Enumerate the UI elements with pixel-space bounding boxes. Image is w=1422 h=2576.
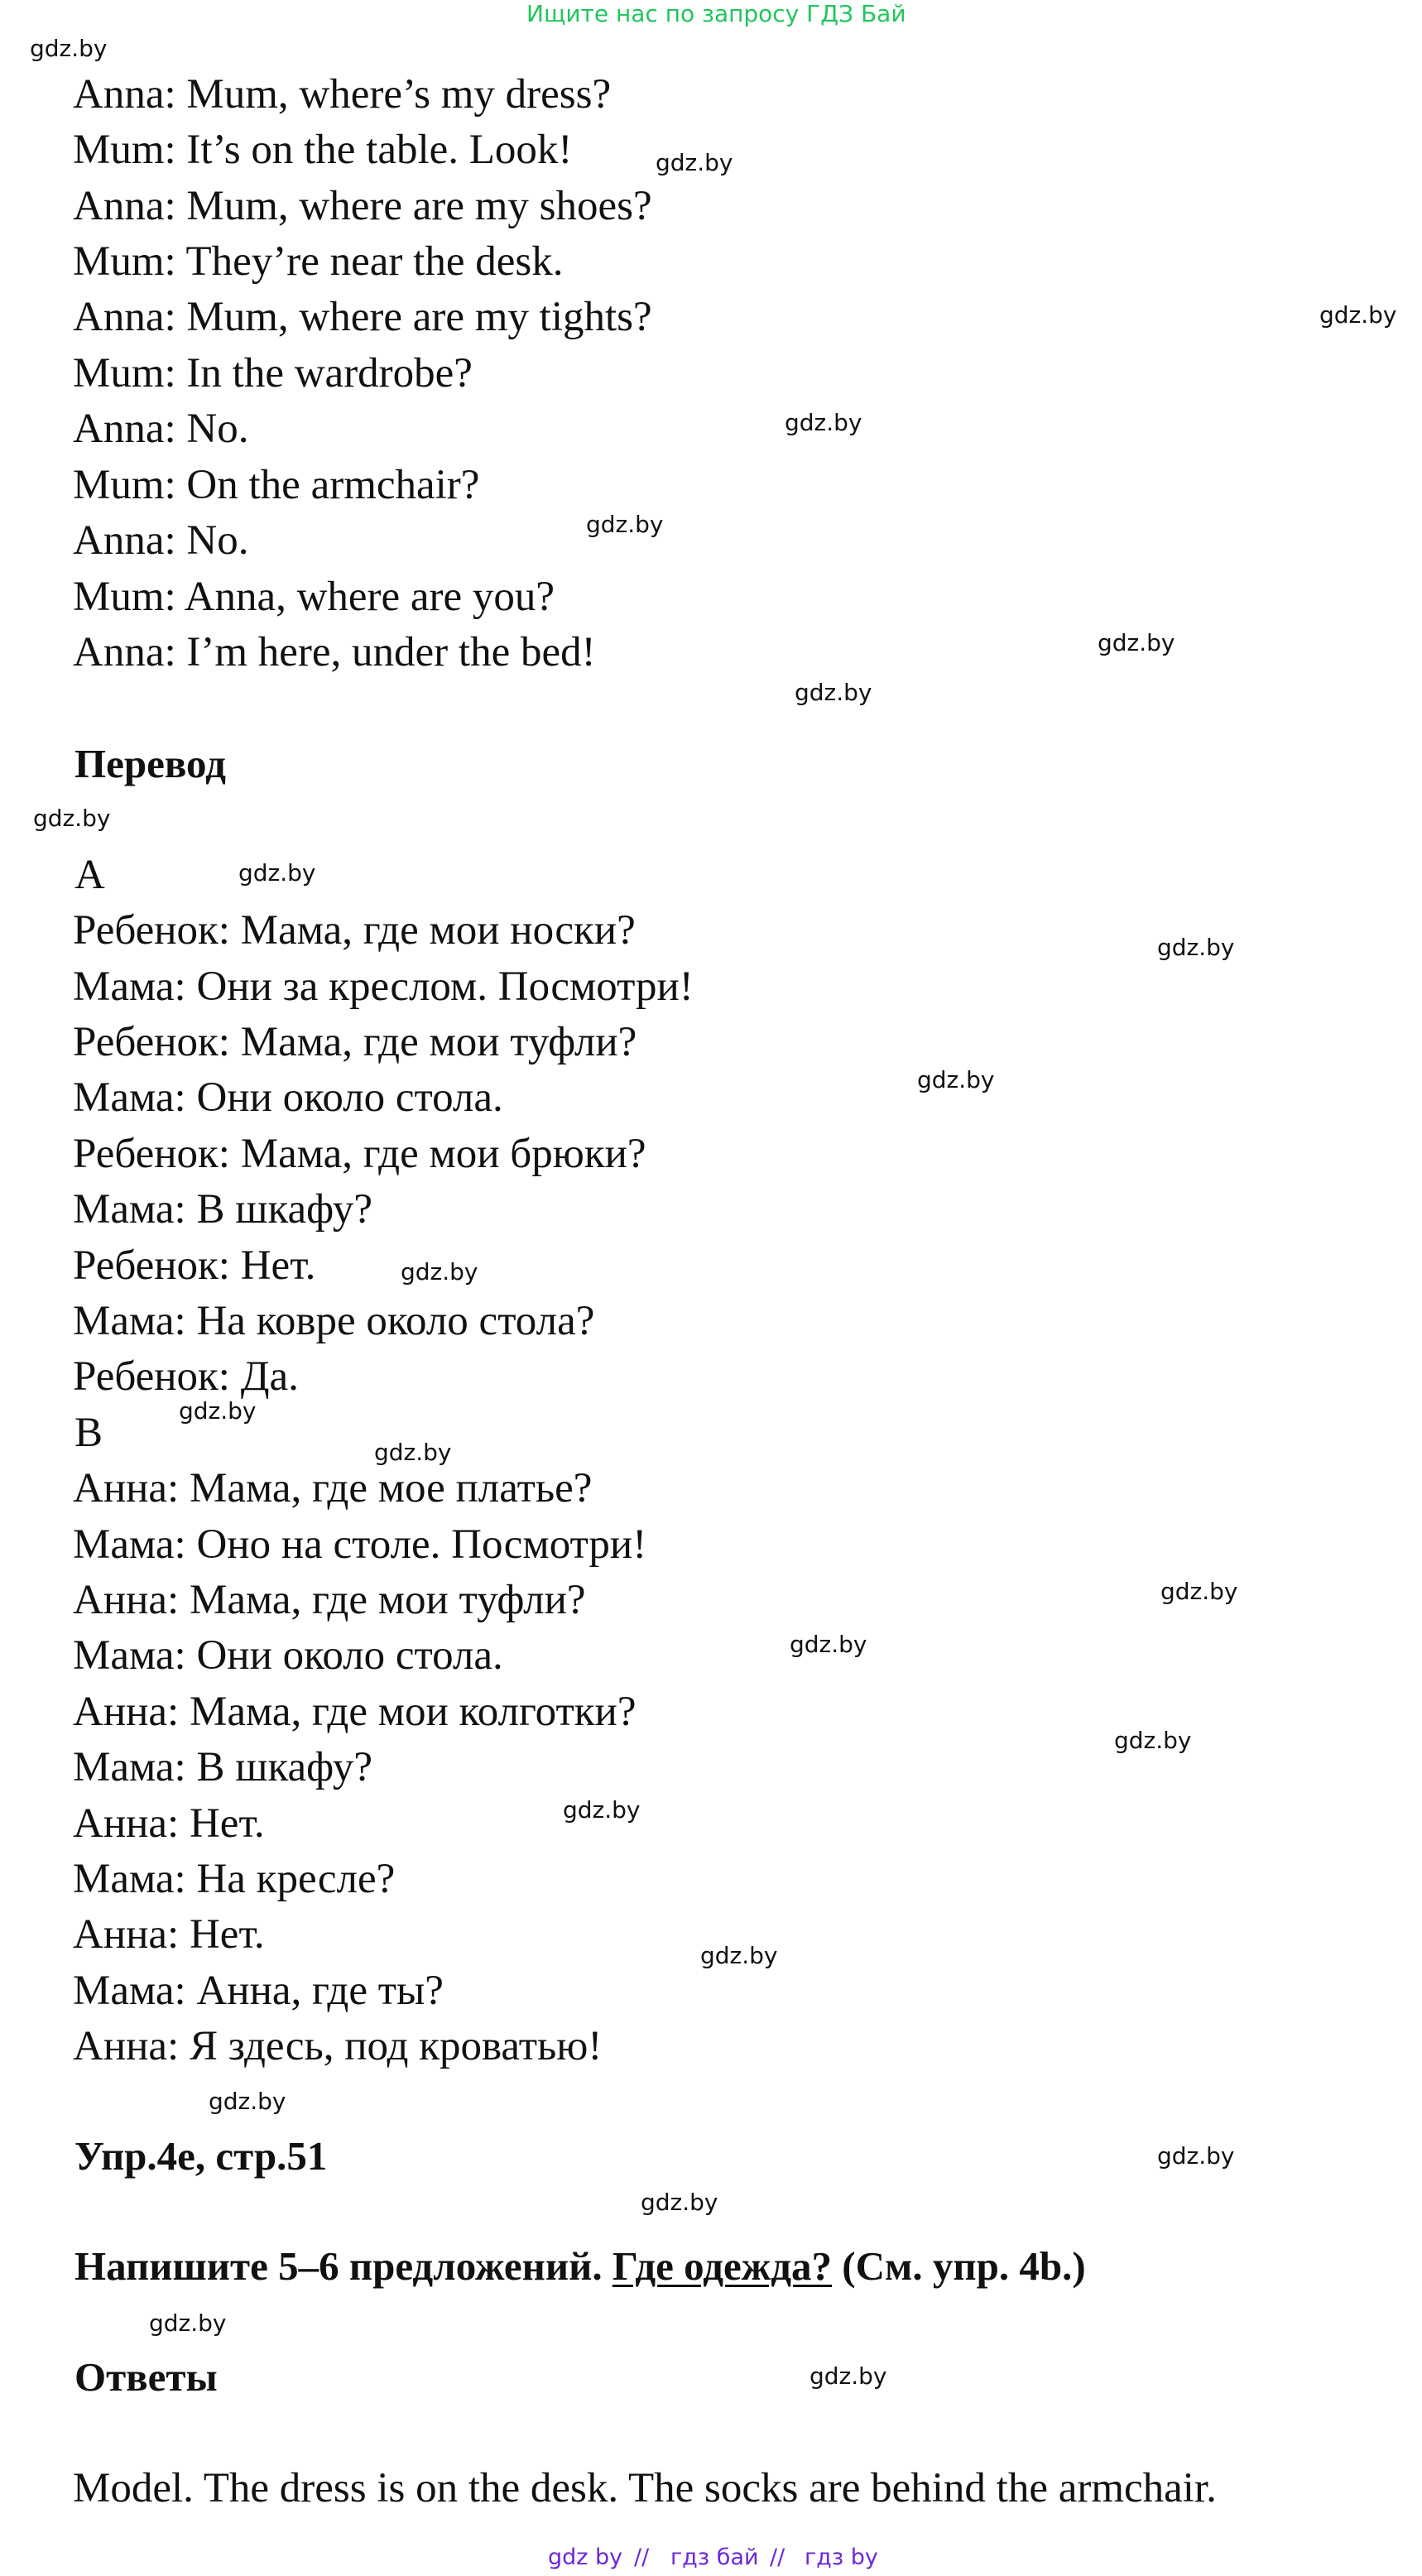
watermark: gdz.by	[401, 1258, 478, 1286]
dialogue-line: Anna: Mum, where are my tights?	[73, 294, 652, 340]
dialogue-b-label: B	[74, 1410, 103, 1456]
dialogue-line: Ребенок: Мама, где мои носки?	[73, 907, 636, 954]
dialogue-line: Мама: Они за креслом. Посмотри!	[73, 964, 694, 1010]
dialogue-line: Мама: В шкафу?	[73, 1186, 373, 1233]
dialogue-line: Anna: Mum, where’s my dress?	[73, 71, 612, 118]
watermark: gdz.by	[656, 149, 733, 176]
watermark: gdz.by	[374, 1439, 452, 1466]
dialogue-line: Ребенок: Нет.	[73, 1242, 316, 1289]
watermark: gdz.by	[809, 2362, 887, 2390]
model-answer: Model. The dress is on the desk. The socks are behind the armchair.	[73, 2465, 1217, 2511]
dialogue-line: Mum: In the wardrobe?	[73, 350, 473, 396]
watermark: gdz.by	[700, 1942, 778, 1969]
dialogue-line: Мама: Анна, где ты?	[73, 1968, 444, 2014]
dialogue-a-label: A	[74, 852, 105, 898]
dialogue-line: Анна: Мама, где мои туфли?	[73, 1577, 586, 1623]
watermark: gdz.by	[790, 1631, 867, 1658]
footer-separator: //	[634, 2545, 650, 2570]
translation-heading: Перевод	[74, 741, 226, 786]
watermark: gdz.by	[149, 2309, 227, 2337]
watermark: gdz.by	[785, 409, 862, 436]
dialogue-line: Анна: Мама, где мои колготки?	[73, 1689, 637, 1735]
dialogue-line: Mum: Anna, where are you?	[73, 574, 555, 620]
watermark: gdz.by	[238, 859, 316, 887]
watermark: gdz.by	[1157, 934, 1235, 961]
dialogue-line: Mum: On the armchair?	[73, 462, 480, 508]
dialogue-line: Анна: Я здесь, под кроватью!	[73, 2023, 603, 2069]
task-part3: (См. упр. 4b.)	[842, 2243, 1086, 2289]
dialogue-line: Анна: Нет.	[73, 1800, 265, 1847]
watermark: gdz.by	[30, 35, 108, 62]
dialogue-line: Мама: Они около стола.	[73, 1632, 503, 1679]
dialogue-line: Anna: I’m here, under the bed!	[73, 629, 596, 675]
dialogue-line: Мама: На кресле?	[73, 1856, 396, 1902]
dialogue-line: Анна: Мама, где мое платье?	[73, 1465, 593, 1511]
watermark: gdz.by	[563, 1796, 641, 1824]
footer-link-gdz-by[interactable]: gdz by	[548, 2545, 623, 2570]
watermark: gdz.by	[586, 511, 664, 538]
exercise-heading: Упр.4е, стр.51	[74, 2133, 328, 2179]
dialogue-line: Ребенок: Да.	[73, 1353, 299, 1400]
watermark: gdz.by	[33, 805, 111, 832]
dialogue-line: Мама: На ковре около стола?	[73, 1298, 595, 1344]
dialogue-line: Анна: Нет.	[73, 1911, 265, 1958]
watermark: gdz.by	[179, 1397, 257, 1425]
watermark: gdz.by	[1157, 2142, 1235, 2170]
dialogue-line: Mum: They’re near the desk.	[73, 238, 564, 285]
watermark: gdz.by	[1319, 301, 1397, 329]
dialogue-line: Anna: No.	[73, 517, 249, 564]
watermark: gdz.by	[1098, 629, 1175, 656]
dialogue-line: Anna: No.	[73, 406, 249, 452]
task-part2: Где одежда?	[612, 2243, 833, 2289]
search-hint-link[interactable]: Ищите нас по запросу ГДЗ Бай	[526, 0, 906, 27]
footer-separator: //	[770, 2545, 785, 2570]
dialogue-line: Мама: Оно на столе. Посмотри!	[73, 1521, 647, 1568]
task-text	[74, 2243, 1086, 2289]
watermark: gdz.by	[917, 1066, 995, 1093]
dialogue-line: Мама: В шкафу?	[73, 1744, 373, 1790]
watermark: gdz.by	[1160, 1578, 1238, 1605]
dialogue-line: Mum: It’s on the table. Look!	[73, 127, 573, 173]
watermark: gdz.by	[641, 2189, 718, 2216]
watermark: gdz.by	[795, 679, 872, 706]
task-part1: Напишите 5–6 предложений.	[74, 2243, 603, 2289]
watermark: gdz.by	[1114, 1727, 1192, 1754]
dialogue-line: Ребенок: Мама, где мои брюки?	[73, 1131, 646, 1177]
dialogue-line: Anna: Mum, where are my shoes?	[73, 183, 652, 229]
footer-link-gdz-by-cyr[interactable]: гдз by	[805, 2545, 878, 2570]
dialogue-line: Мама: Они около стола.	[73, 1074, 503, 1121]
dialogue-line: Ребенок: Мама, где мои туфли?	[73, 1019, 637, 1065]
watermark: gdz.by	[209, 2088, 286, 2115]
footer-link-gdz-bai[interactable]: гдз бай	[670, 2545, 759, 2570]
answers-heading: Ответы	[74, 2354, 218, 2400]
